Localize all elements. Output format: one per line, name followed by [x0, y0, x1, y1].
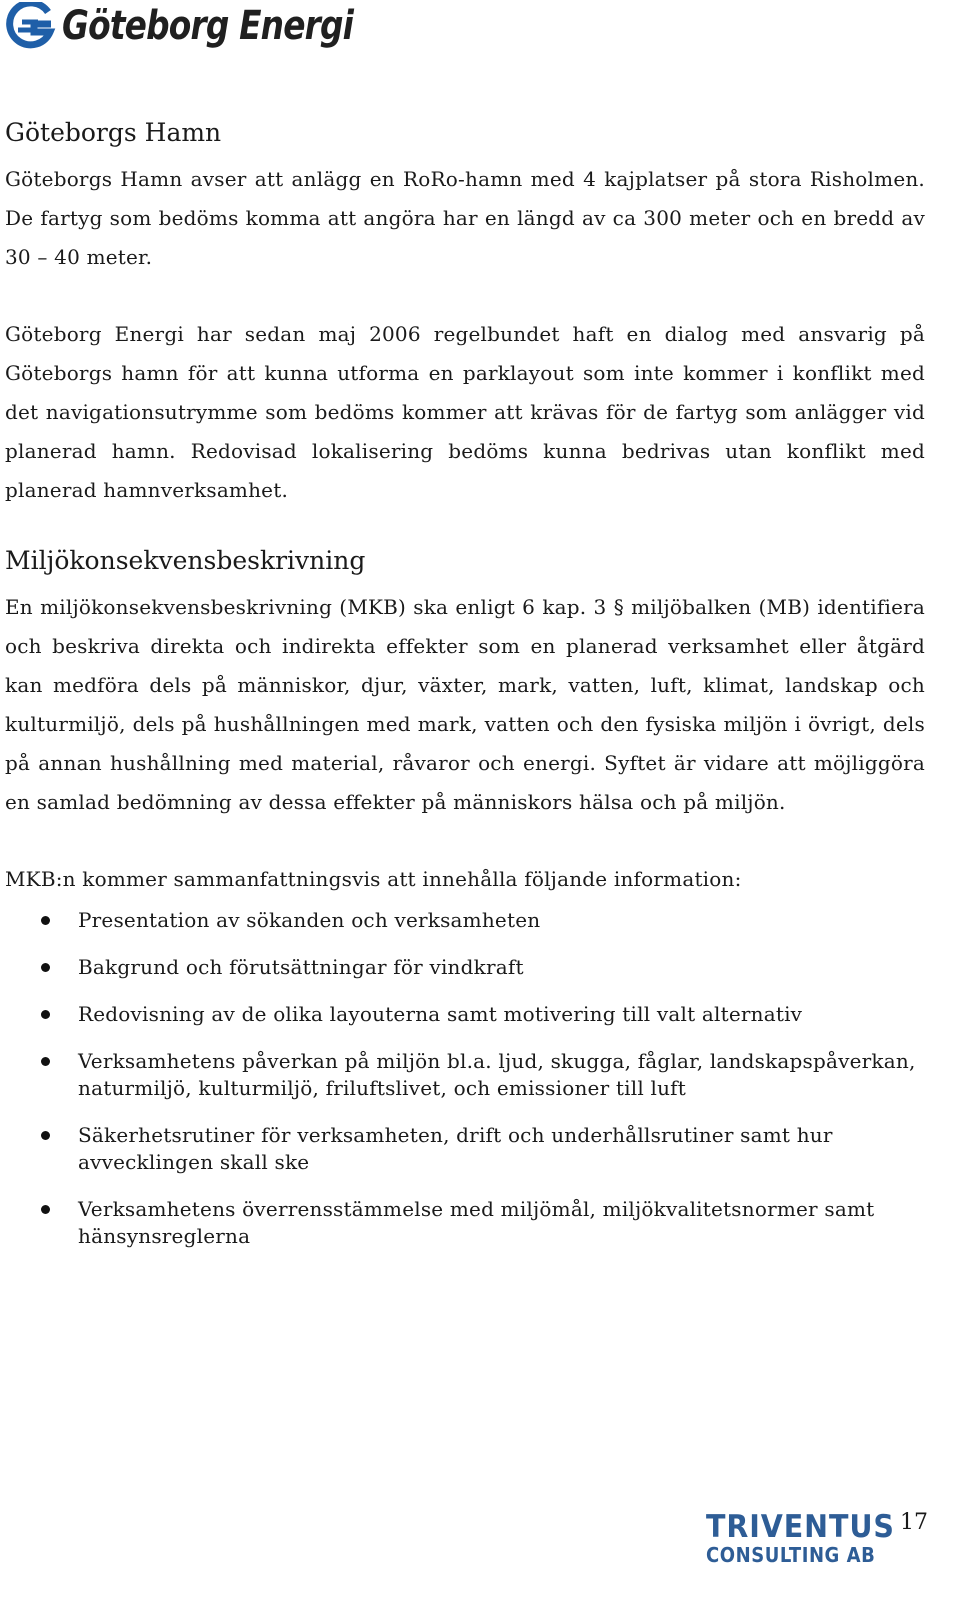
mkb-contents-list: [5, 907, 925, 1250]
paragraph-hamn-dialog: Göteborg Energi har sedan maj 2006 regelbundet haft en dialog med ansvarig på Göteborgs hamn för att kunna utforma en parklayout som inte kommer i konflikt med det navigationsutrymme som bedöms kommer att krävas för de fartyg som anlägger vid planerad hamn. Redovisad lokalisering bedöms kunna bedrivas utan konflikt med planerad hamnverksamhet.: [5, 322, 925, 502]
bullet-icon: [41, 1010, 50, 1019]
list-item: [5, 1122, 925, 1176]
page-number: 17: [900, 1510, 928, 1535]
paragraph-mkb-definition: En miljökonsekvensbeskrivning (MKB) ska enligt 6 kap. 3 § miljöbalken (MB) identifiera och beskriva direkta och indirekta effekter som en planerad verksamhet eller åtgärd kan medföra dels på människor, djur, växter, mark, vatten, luft, klimat, landskap och kulturmiljö, dels på hushållningen med mark, vatten och den fysiska miljön i övrigt, dels på annan hushållning med material, råvaror och energi. Syftet är vidare att möjliggöra en samlad bedömning av dessa effekter på människors hälsa och på miljön.: [5, 595, 925, 814]
logo-wordmark: Göteborg Energi: [62, 3, 354, 49]
list-item: [5, 954, 925, 981]
goteborg-energi-logo-icon: [4, 2, 56, 50]
list-item: [5, 1001, 925, 1028]
triventus-logo: [706, 1509, 911, 1567]
triventus-logo-line2: CONSULTING AB: [706, 1543, 876, 1567]
bullet-icon: [41, 1205, 50, 1214]
list-item: [5, 907, 925, 934]
bullet-icon: [41, 1131, 50, 1140]
list-item-text: Verksamhetens överrensstämmelse med miljömål, miljökvalitetsnormer samt hänsynsreglerna: [78, 1197, 875, 1248]
list-item-text: Redovisning av de olika layouterna samt motivering till valt alternativ: [78, 1002, 803, 1026]
section-heading-mkb: Miljökonsekvensbeskrivning: [5, 546, 366, 575]
list-item-text: Verksamhetens påverkan på miljön bl.a. ljud, skugga, fåglar, landskapspåverkan, naturmiljö, kulturmiljö, friluftslivet, och emissioner till luft: [78, 1049, 916, 1100]
bullet-icon: [41, 963, 50, 972]
paragraph-mkb-intro: MKB:n kommer sammanfattningsvis att innehålla följande information:: [5, 867, 742, 891]
paragraph-hamn-intro: Göteborgs Hamn avser att anlägg en RoRo-hamn med 4 kajplatser på stora Risholmen. De fartyg som bedöms komma att angöra har en längd av ca 300 meter och en bredd av 30 – 40 meter.: [5, 167, 925, 269]
list-item-text: Bakgrund och förutsättningar för vindkraft: [78, 955, 524, 979]
list-item: [5, 1196, 925, 1250]
bullet-icon: [41, 1057, 50, 1066]
document-body: [5, 116, 925, 1270]
goteborg-energi-logo: [4, 2, 417, 50]
list-item-text: Presentation av sökanden och verksamheten: [78, 908, 541, 932]
list-item-text: Säkerhetsrutiner för verksamheten, drift och underhållsrutiner samt hur avvecklingen skall ske: [78, 1123, 833, 1174]
section-heading-goteborgs-hamn: Göteborgs Hamn: [5, 118, 222, 147]
bullet-icon: [41, 916, 50, 925]
triventus-logo-line1: TRIVENTUS: [706, 1509, 895, 1545]
list-item: [5, 1048, 925, 1102]
